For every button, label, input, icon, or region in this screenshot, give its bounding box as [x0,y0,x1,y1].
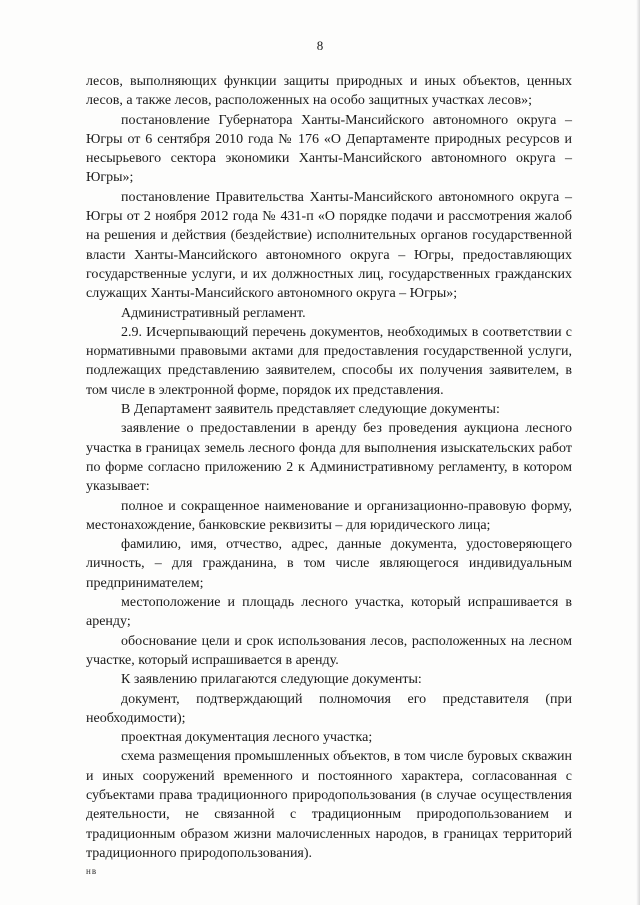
paragraph: схема размещения промышленных объектов, в том числе буровых скважин и иных сооружений временного и постоянного характера, согласованная с субъектами права традиционного природопользования (в случае осуществления деятельности, не связанной с традиционным природопользованием и традиционным образом жизни малочисленных народов, в границах территорий традиционного природопользования). [86,749,572,861]
paragraph: документ, подтверждающий полномочия его представителя (при необходимости); [86,691,572,726]
paragraph: местоположение и площадь лесного участка, который испрашивается в аренду; [86,595,572,630]
paragraph: К заявлению прилагаются следующие документы: [121,672,422,688]
paragraph: Административный регламент. [121,305,306,321]
paragraph: полное и сокращенное наименование и организационно-правовую форму, местонахождение, банковские реквизиты – для юридического лица; [86,498,572,533]
paragraph: заявление о предоставлении в аренду без проведения аукциона лесного участка в границах земель лесного фонда для выполнения изыскательских работ по форме согласно приложению 2 к Административному регламенту, в котором указывает: [86,421,572,495]
footer-mark: нв [86,866,98,876]
page-edge [636,0,640,905]
page-number: 8 [316,38,324,53]
document-body [86,72,572,863]
paragraph: проектная документация лесного участка; [121,730,373,746]
paragraph: 2.9. Исчерпывающий перечень документов, необходимых в соответствии с нормативными правовыми актами для предоставления государственной услуги, подлежащих представлению заявителем, способы их получения заявителем, в том числе в электронной форме, порядок их представления. [86,324,572,398]
paragraph: постановление Губернатора Ханты-Мансийского автономного округа – Югры от 6 сентября 2010 года № 176 «О Департаменте природных ресурсов и несырьевого сектора экономики Ханты-Мансийского автономного округа – Югры»; [86,112,572,186]
paragraph: фамилию, имя, отчество, адрес, данные документа, удостоверяющего личность, – для гражданина, в том числе являющегося индивидуальным предпринимателем; [86,537,572,591]
paragraph: постановление Правительства Ханты-Мансийского автономного округа – Югры от 2 ноября 2012 года № 431-п «О порядке подачи и рассмотрения жалоб на решения и действия (бездействие) исполнительных органов государственной власти Ханты-Мансийского автономного округа – Югры, предоставляющих государственные услуги, и их должностных лиц, государственных гражданских служащих Ханты-Мансийского автономного округа – Югры»; [86,189,572,302]
paragraph: лесов, выполняющих функции защиты природных и иных объектов, ценных лесов, а также лесов, расположенных на особо защитных участках лесов»; [86,74,572,109]
paragraph: обоснование цели и срок использования лесов, расположенных на лесном участке, который испрашивается в аренду. [86,633,572,668]
paragraph: В Департамент заявитель представляет следующие документы: [121,402,500,418]
